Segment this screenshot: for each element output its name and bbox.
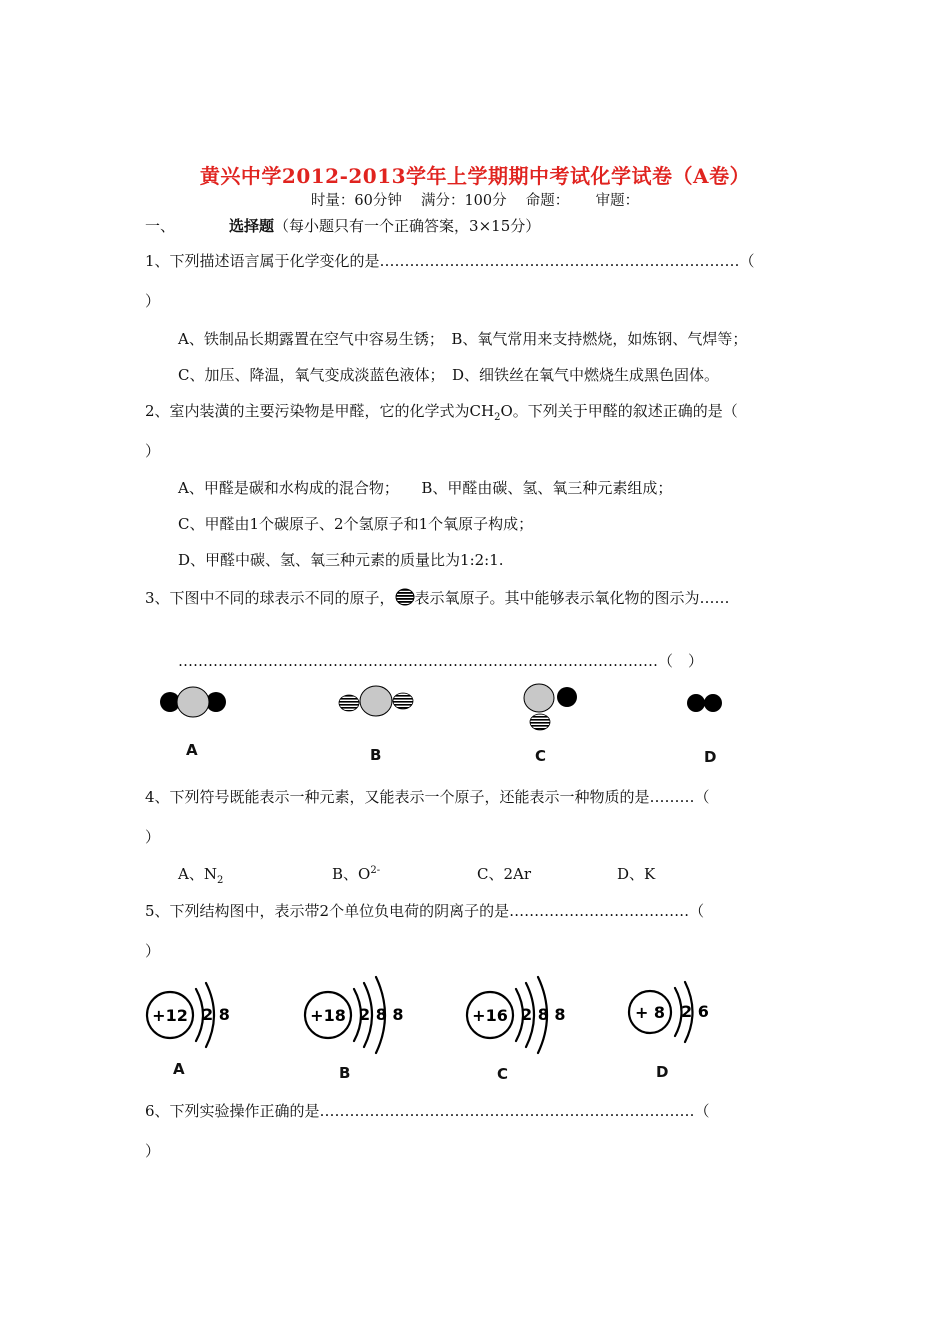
atom-b-nucleus: +18 (310, 1006, 346, 1025)
question-6-stem: 6、下列实验操作正确的是…………………………………………………………………（ (145, 1102, 710, 1120)
question-1-option-cd: C、加压、降温，氧气变成淡蓝色液体； D、细铁丝在氧气中燃烧生成黑色固体。 (178, 366, 720, 384)
atom-label-a: A (173, 1060, 185, 1078)
atom-d-shells: 2 6 (681, 1002, 709, 1021)
question-4-close: ） (145, 828, 161, 846)
question-3-stem (145, 587, 730, 608)
question-6-close: ） (145, 1142, 161, 1160)
exam-subtitle: 时量：60分钟 满分：100分 命题： 审题： (310, 193, 640, 209)
atom-a-shells: 2 8 (202, 1005, 230, 1024)
question-5-close: ） (145, 942, 161, 960)
exam-title: 黄兴中学2012-2013学年上学期期中考试化学试卷（A卷） (199, 164, 751, 188)
molecule-d (687, 694, 722, 712)
atom-c-shells: 2 8 8 (521, 1005, 566, 1024)
question-2-close: ） (145, 442, 161, 460)
question-4-option-b-text: B、O (332, 865, 371, 883)
molecule-label-c: C (535, 747, 547, 765)
question-5-stem: 5、下列结构图中，表示带2个单位负电荷的阴离子的是………………………………（ (145, 902, 705, 920)
question-4-option-c: C、2Ar (477, 865, 532, 883)
section-note: （每小题只有一个正确答案，3×15分） (274, 217, 541, 235)
question-4-stem: 4、下列符号既能表示一种元素，又能表示一个原子，还能表示一种物质的是………（ (145, 788, 710, 806)
question-3-dots: ……………………………………………………………………………………（ ） (178, 652, 704, 670)
oxygen-atom-icon (395, 588, 415, 606)
molecule-a (160, 687, 226, 717)
atom-a-nucleus: +12 (152, 1006, 188, 1025)
question-4-option-d: D、K (617, 865, 656, 883)
section-number: 一、 (145, 217, 176, 235)
atom-structure-figures (140, 975, 740, 1055)
question-4-option-a-text: A、N (178, 865, 217, 883)
atom-label-c: C (497, 1065, 509, 1083)
question-4-option-a (178, 863, 223, 886)
question-3-stem-pre: 3、下图中不同的球表示不同的原子， (145, 589, 395, 607)
atom-label-d: D (656, 1063, 669, 1081)
question-2-stem-sub: 2 (494, 412, 501, 423)
section-name: 选择题 (229, 217, 275, 235)
question-1-close: ） (145, 292, 161, 310)
question-2-option-ab: A、甲醛是碳和水构成的混合物； B、甲醛由碳、氢、氧三种元素组成； (178, 479, 673, 497)
molecule-label-b: B (370, 746, 382, 764)
question-2-stem-pre: 2、室内装潢的主要污染物是甲醛，它的化学式为CH (145, 402, 495, 420)
atom-c-nucleus: +16 (472, 1006, 508, 1025)
atom-label-b: B (339, 1064, 351, 1082)
molecule-label-d: D (704, 748, 717, 766)
question-2-stem-post: O。下列关于甲醛的叙述正确的是（ (500, 402, 738, 420)
question-1-option-ab: A、铁制品长期露置在空气中容易生锈； B、氧气常用来支持燃烧，如炼钢、气焊等； (178, 330, 748, 348)
question-2-option-d: D、甲醛中碳、氢、氧三种元素的质量比为1:2:1. (178, 551, 504, 569)
question-4-option-b (332, 863, 380, 884)
question-2-option-c: C、甲醛由1个碳原子、2个氢原子和1个氧原子构成； (178, 515, 534, 533)
atom-d-nucleus: + 8 (634, 1003, 666, 1022)
question-4-option-b-sup: 2- (370, 865, 381, 876)
molecule-c (524, 684, 577, 730)
atom-b-shells: 2 8 8 (359, 1005, 404, 1024)
section-heading (145, 215, 540, 236)
question-1-stem: 1、下列描述语言属于化学变化的是………………………………………………………………（ (145, 252, 755, 270)
molecule-b (339, 686, 413, 716)
question-4-option-a-sub: 2 (216, 875, 224, 886)
question-2-stem (145, 400, 738, 423)
question-3-stem-post: 表示氧原子。其中能够表示氧化物的图示为…… (414, 589, 730, 607)
molecule-label-a: A (186, 741, 198, 759)
molecule-figures (150, 680, 790, 740)
